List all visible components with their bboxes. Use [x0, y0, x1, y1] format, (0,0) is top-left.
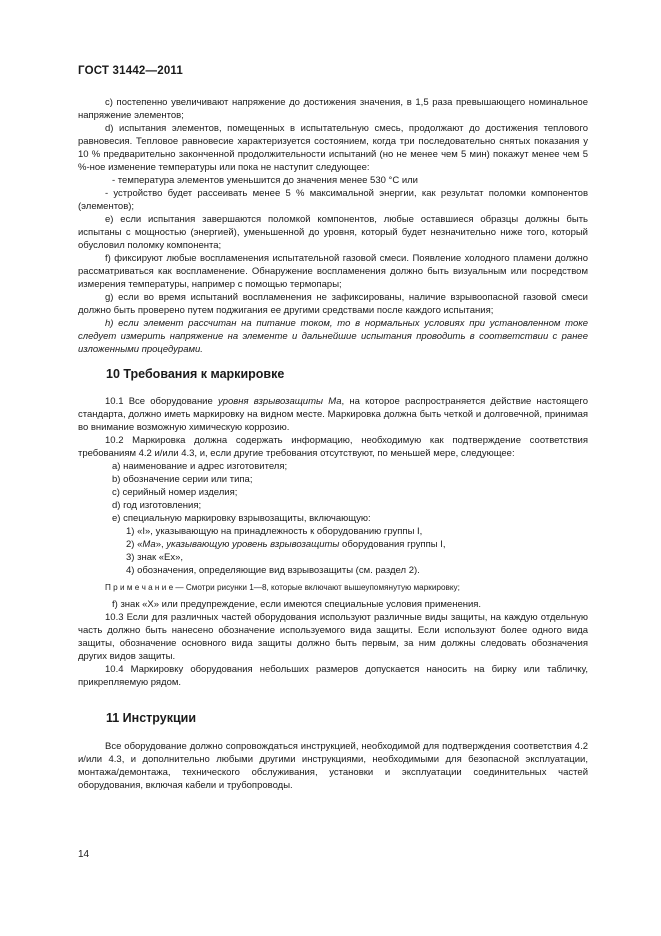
test-procedure-list — [78, 96, 588, 356]
list-item: d) испытания элементов, помещенных в испытательную смесь, продолжают до достижения теплового равновесия. Тепловое равновесие характеризуется состоянием, когда три последовательно снятых показания у 10 % предварительно законченной продолжительности испытаний (но не менее чем 5 мин) покажут менее чем 5 %-ное изменение температуры или пока не наступит следующее: — [78, 123, 588, 173]
list-item: - температура элементов уменьшится до значения менее 530 °С или — [112, 175, 418, 186]
list-item: f) знак «Х» или предупреждение, если имеются специальные условия применения. — [112, 599, 482, 610]
standard-header: ГОСТ 31442—2011 — [78, 65, 183, 77]
list-item: b) обозначение серии или типа; — [112, 474, 253, 485]
page-number: 14 — [78, 849, 90, 860]
paragraph-10-1: 10.1 Все оборудование уровня взрывозащиты Ма, на которое распространяется действие настоящего стандарта, должно иметь маркировку на видном месте. Маркировка должна быть четкой и долговечной, принимая во внимание возможную химическую коррозию. — [78, 396, 588, 433]
paragraph-10-2: 10.2 Маркировка должна содержать информацию, необходимую как подтверждение соответствия требованиям 4.2 и/или 4.3, и, если другие требования отсутствуют, по меньшей мере, следующее: — [78, 435, 588, 459]
list-item: e) специальную маркировку взрывозащиты, включающую: — [112, 513, 371, 524]
paragraph-10-3: 10.3 Если для различных частей оборудования используют различные виды защиты, на каждую отдельную часть должно быть нанесено обозначение используемого вида защиты. Если используют более одного вида защиты, обозначение основного вида защиты должно быть первым, за ним должны следовать обозначения других видов защиты. — [78, 612, 588, 662]
list-item: a) наименование и адрес изготовителя; — [112, 461, 288, 472]
note: П р и м е ч а н и е — Смотри рисунки 1—8, которые включают вышеупомянутую маркировку; — [105, 583, 460, 592]
list-item: g) если во время испытаний воспламенения не зафиксированы, наличие взрывоопасной газовой смеси должно быть проверено путем поджигания ее другими средствами после каждого испытания; — [78, 292, 588, 316]
paragraph-11: Все оборудование должно сопровождаться инструкцией, необходимой для подтверждения соответствия 4.2 и/или 4.3, и дополнительно любыми другими инструкциями, необходимыми для безопасной эксплуатации, монтажа/демонтажа, технического обслуживания, установки и эксплуатации соединительных частей оборудования, включая кабели и трубопроводы. — [78, 741, 588, 791]
section-10-heading: 10 Требования к маркировке — [106, 367, 285, 381]
list-item: f) фиксируют любые воспламенения испытательной газовой смеси. Появление холодного пламени должно рассматриваться как воспламенение. Обнаружение воспламенения должно быть визуальным или посредством измерения температуры, например с помощью термопары; — [78, 253, 588, 290]
section-11-body — [78, 740, 588, 792]
section-10-body — [78, 395, 588, 689]
sub-list-item: 2) «Ма», указывающую уровень взрывозащиты оборудования группы I, — [126, 539, 446, 550]
list-item: - устройство будет рассеивать менее 5 % максимальной энергии, как результат поломки компонентов (элементов); — [78, 188, 588, 212]
list-item: c) серийный номер изделия; — [112, 487, 238, 498]
list-item: c) постепенно увеличивают напряжение до достижения значения, в 1,5 раза превышающего номинальное напряжение элементов; — [78, 97, 588, 121]
list-item: e) если испытания завершаются поломкой компонентов, любые оставшиеся образцы должны быть испытаны с мощностью (энергией), уменьшенной до уровня, который будет незначительно ниже того, который обусловил поломку компонента; — [78, 214, 588, 251]
list-item: d) год изготовления; — [112, 500, 202, 511]
section-11-heading: 11 Инструкции — [106, 711, 197, 725]
paragraph-10-4: 10.4 Маркировку оборудования небольших размеров допускается наносить на бирку или табличку, прикрепляемую рядом. — [78, 664, 588, 688]
sub-list-item: 1) «I», указывающую на принадлежность к оборудованию группы I, — [126, 526, 423, 537]
list-item: h) если элемент рассчитан на питание током, то в нормальных условиях при установленном токе следует измерить напряжение на элементе и дальнейшие испытания проводить в соответствии с ранее изложенными процедурами. — [78, 318, 588, 355]
sub-list-item: 3) знак «Ех», — [126, 552, 184, 563]
sub-list-item: 4) обозначения, определяющие вид взрывозащиты (см. раздел 2). — [126, 565, 420, 576]
